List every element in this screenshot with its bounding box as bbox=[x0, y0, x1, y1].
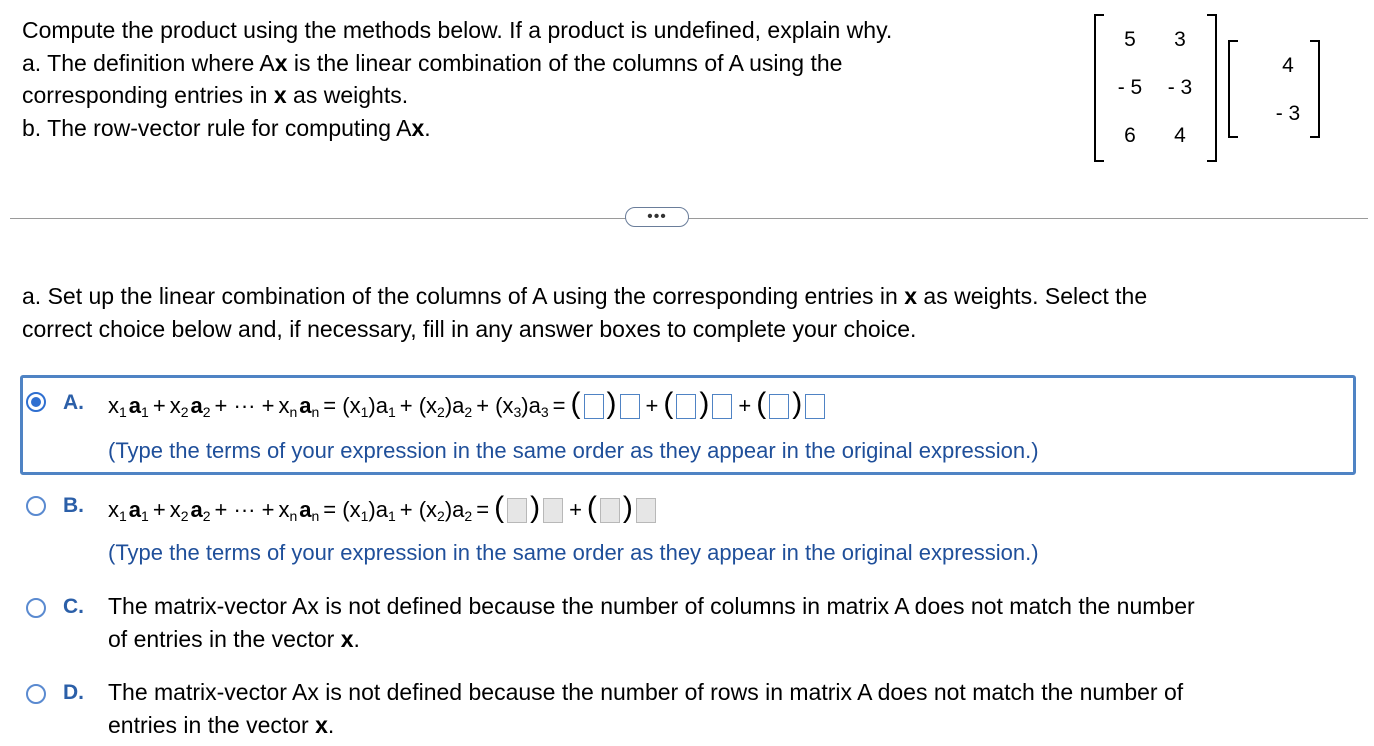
choice-d-letter: D. bbox=[63, 681, 84, 704]
problem-line-4: b. The row-vector rule for computing Ax. bbox=[22, 114, 431, 141]
choice-a-vector-2-input[interactable] bbox=[712, 394, 732, 419]
paren: ( bbox=[570, 387, 581, 420]
matrix-left-bracket bbox=[1094, 14, 1104, 162]
paren: ) bbox=[622, 491, 633, 524]
problem-line-2: a. The definition where Ax is the linear combination of the columns of A using the bbox=[22, 49, 843, 76]
part-a-instruction bbox=[22, 280, 1147, 345]
more-button[interactable]: ••• bbox=[625, 207, 689, 227]
choice-d-text: The matrix-vector Ax is not defined because the number of rows in matrix A does not match the number of entries in the vector x. bbox=[108, 679, 1184, 738]
vector-cell: 4 bbox=[1282, 54, 1294, 77]
paren: ) bbox=[530, 491, 541, 524]
choice-a-vector-1-input[interactable] bbox=[620, 394, 640, 419]
choice-b-letter: B. bbox=[63, 494, 84, 517]
choice-c-letter: C. bbox=[63, 595, 84, 618]
choice-b-expression: x $_1$ a $_1$ + x $_2$ a $_2$ + ··· + x $_n$ a $_n$ = (x $_1$ )a $_1$ + (x $_2$ )a $_2$ = ( ) + ( ) bbox=[108, 495, 658, 525]
matrix-cell: 5 bbox=[1124, 28, 1136, 51]
paren: ( bbox=[756, 387, 767, 420]
vector-right-bracket bbox=[1310, 40, 1320, 138]
choice-b-weight-2-input[interactable] bbox=[600, 498, 620, 523]
choice-d-radio[interactable] bbox=[26, 684, 46, 704]
paren: ) bbox=[792, 387, 803, 420]
matrix-right-bracket bbox=[1207, 14, 1217, 162]
matrix-cell: 4 bbox=[1174, 124, 1186, 147]
choice-a-letter: A. bbox=[63, 391, 84, 414]
vector-cell: - 3 bbox=[1275, 102, 1301, 125]
problem-line-1: Compute the product using the methods below. If a product is undefined, explain why. bbox=[22, 17, 893, 43]
paren: ( bbox=[494, 491, 505, 524]
part-a-line-1: a. Set up the linear combination of the columns of A using the corresponding entries in x as weights. Select the bbox=[22, 283, 1148, 309]
problem-statement bbox=[22, 14, 892, 144]
choice-a-radio[interactable] bbox=[26, 392, 46, 412]
part-a-line-2: correct choice below and, if necessary, fill in any answer boxes to complete your choice. bbox=[22, 315, 917, 342]
choice-c-text: The matrix-vector Ax is not defined because the number of columns in matrix A does not match the number of entries in the vector x. bbox=[108, 593, 1195, 652]
choice-b-hint: (Type the terms of your expression in the same order as they appear in the original expression.) bbox=[108, 540, 1039, 565]
paren: ( bbox=[586, 491, 597, 524]
vector-left-bracket bbox=[1228, 40, 1238, 138]
choice-b-radio[interactable] bbox=[26, 496, 46, 516]
matrix-vector-product bbox=[1088, 12, 1374, 172]
choice-a-weight-2-input[interactable] bbox=[676, 394, 696, 419]
choice-a-weight-1-input[interactable] bbox=[584, 394, 604, 419]
matrix-cell: 6 bbox=[1124, 124, 1136, 147]
paren: ( bbox=[663, 387, 674, 420]
choice-b-weight-1-input[interactable] bbox=[507, 498, 527, 523]
choice-b-vector-1-input[interactable] bbox=[543, 498, 563, 523]
matrix-cell: 3 bbox=[1174, 28, 1186, 51]
section-divider bbox=[10, 218, 1368, 219]
choice-a-weight-3-input[interactable] bbox=[769, 394, 789, 419]
paren: ) bbox=[606, 387, 617, 420]
choice-a-expression: x $_1$ a $_1$ + x $_2$ a $_2$ + ··· + x $_n$ a $_n$ = (x $_1$ )a $_1$ + (x $_2$ )a $_2$ + (x $_3$ )a $_3$ = ( ) + ( ) + ( ) bbox=[108, 391, 827, 421]
choice-a-hint: (Type the terms of your expression in the same order as they appear in the original expression.) bbox=[108, 438, 1039, 463]
matrix-cell: - 5 bbox=[1117, 76, 1143, 99]
choice-a-vector-3-input[interactable] bbox=[805, 394, 825, 419]
matrix-cell: - 3 bbox=[1167, 76, 1193, 99]
paren: ) bbox=[699, 387, 710, 420]
choice-c-radio[interactable] bbox=[26, 598, 46, 618]
problem-line-3: corresponding entries in x as weights. bbox=[22, 82, 409, 108]
choice-b-vector-2-input[interactable] bbox=[636, 498, 656, 523]
